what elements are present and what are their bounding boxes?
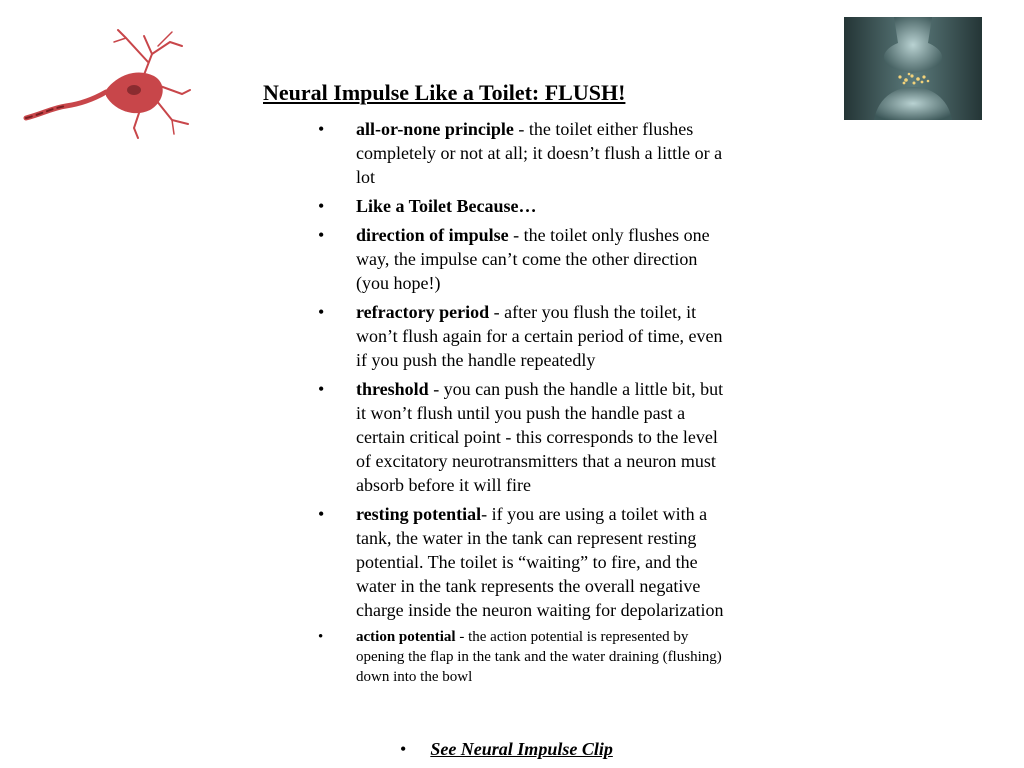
neuron-illustration bbox=[22, 24, 192, 142]
synapse-illustration bbox=[844, 17, 982, 120]
bullet-icon: • bbox=[318, 119, 325, 139]
list-item bbox=[310, 300, 730, 372]
bullet-term: Like a Toilet Because… bbox=[356, 196, 537, 216]
neural-impulse-clip-link[interactable]: See Neural Impulse Clip bbox=[430, 739, 613, 759]
bullet-term: action potential bbox=[356, 629, 456, 645]
list-item bbox=[310, 223, 730, 295]
list-item bbox=[310, 194, 730, 218]
bullet-icon: • bbox=[318, 302, 325, 322]
bullet-icon: • bbox=[318, 504, 325, 524]
bullet-term: refractory period bbox=[356, 302, 490, 322]
bullet-term: direction of impulse bbox=[356, 225, 509, 245]
bullet-icon: • bbox=[318, 196, 325, 216]
bullet-term: all-or-none principle bbox=[356, 119, 514, 139]
bullet-icon: • bbox=[318, 225, 325, 245]
list-item bbox=[310, 117, 730, 189]
slide-title: Neural Impulse Like a Toilet: FLUSH! bbox=[263, 80, 626, 105]
bullet-text: - if you are using a toilet with a tank, the water in the tank can represent resting potential. The toilet is “waiting” to fire, and the water in the tank represents the overall negative charge inside the neuron waiting for depolarization bbox=[356, 504, 724, 620]
bullet-text: - the toilet only flushes one way, the impulse can’t come the other direction (you hope!) bbox=[356, 225, 710, 293]
bullet-text: - after you flush the toilet, it won’t flush again for a certain period of time, even if you push the handle repeatedly bbox=[356, 302, 723, 370]
bullet-text: - the action potential is represented by opening the flap in the tank and the water draining (flushing) down into the bowl bbox=[356, 629, 722, 685]
bullet-text: - the toilet either flushes completely or not at all; it doesn’t flush a little or a lot bbox=[356, 119, 723, 187]
bullet-text: - you can push the handle a little bit, but it won’t flush until you push the handle past a certain critical point - this corresponds to the level of excitatory neurotransmitters that a neuron must absorb before it will fire bbox=[356, 379, 724, 495]
list-item bbox=[310, 377, 730, 497]
clip-link-row bbox=[400, 737, 613, 761]
bullet-icon: • bbox=[318, 379, 325, 399]
bullet-term: threshold bbox=[356, 379, 429, 399]
bullet-list bbox=[310, 117, 730, 691]
list-item bbox=[310, 502, 730, 622]
bullet-icon: • bbox=[400, 739, 407, 759]
list-item bbox=[310, 627, 730, 687]
bullet-icon: • bbox=[318, 629, 324, 645]
bullet-term: resting potential bbox=[356, 504, 482, 524]
